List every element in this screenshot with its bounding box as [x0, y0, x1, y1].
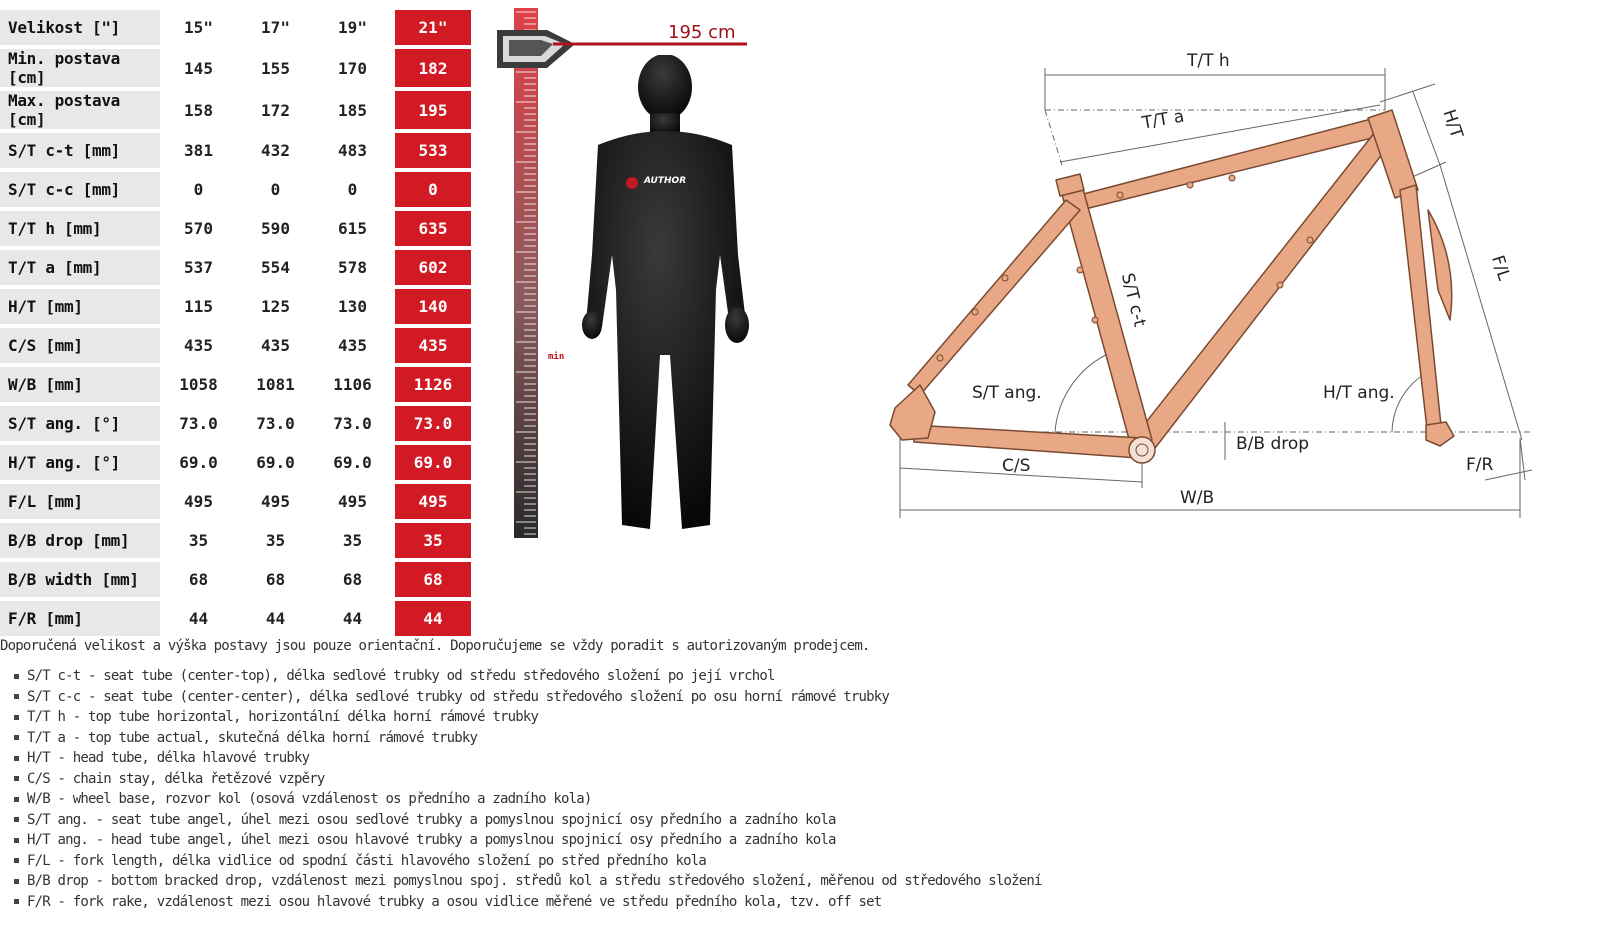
table-row [0, 49, 471, 87]
size-value-cell: 44 [342, 609, 363, 628]
size-value-cell: 0 [193, 180, 204, 199]
size-value-cell: 554 [261, 258, 290, 277]
highlighted-size-cell: 495 [395, 484, 471, 519]
legend-item [14, 873, 1042, 894]
max-height-label: 195 cm [668, 22, 736, 43]
legend-text: S/T c-c - seat tube (center-center), délka sedlové trubky od středu středového složení po osu horní rámové trubky [27, 688, 890, 705]
table-row [0, 562, 471, 597]
table-row [0, 10, 471, 45]
size-value-cell: 44 [188, 609, 209, 628]
size-value-cell: 68 [188, 570, 209, 589]
table-row [0, 601, 471, 636]
label-fork-rake: F/R [1466, 455, 1494, 475]
row-label: B/B width [mm] [0, 562, 160, 597]
highlighted-size-cell: 69.0 [395, 445, 471, 480]
highlighted-size-cell: 68 [395, 562, 471, 597]
bullet-icon [14, 674, 19, 679]
table-row [0, 406, 471, 441]
row-label: T/T h [mm] [0, 211, 160, 246]
highlighted-size-cell: 140 [395, 289, 471, 324]
bullet-icon [14, 756, 19, 761]
highlighted-size-cell: 635 [395, 211, 471, 246]
size-value-cell: 69.0 [333, 453, 372, 472]
size-value-cell: 172 [261, 100, 290, 120]
table-row [0, 367, 471, 402]
row-label: H/T ang. [°] [0, 445, 160, 480]
row-label: B/B drop [mm] [0, 523, 160, 558]
table-row [0, 133, 471, 168]
bullet-icon [14, 817, 19, 822]
label-tt-horizontal: T/T h [1187, 51, 1230, 71]
size-value-cell: 185 [338, 100, 367, 120]
geometry-table-body [0, 10, 471, 636]
abbreviation-legend [14, 668, 1042, 914]
size-value-cell: 1106 [333, 375, 372, 394]
size-value-cell: 15" [184, 18, 213, 37]
highlighted-size-cell: 533 [395, 133, 471, 168]
label-head-tube-angle: H/T ang. [1323, 383, 1395, 403]
highlighted-size-cell: 0 [395, 172, 471, 207]
highlighted-size-cell: 35 [395, 523, 471, 558]
legend-item [14, 730, 1042, 751]
size-value-cell: 68 [265, 570, 286, 589]
size-value-cell: 73.0 [256, 414, 295, 433]
rider-silhouette [570, 55, 760, 535]
table-row [0, 250, 471, 285]
size-value-cell: 155 [261, 58, 290, 78]
size-value-cell: 495 [338, 492, 367, 511]
table-row [0, 328, 471, 363]
highlighted-size-cell: 21" [395, 10, 471, 45]
size-value-cell: 35 [342, 531, 363, 550]
table-row [0, 484, 471, 519]
highlighted-size-cell: 195 [395, 91, 471, 129]
size-value-cell: 130 [338, 297, 367, 316]
table-row [0, 211, 471, 246]
bullet-icon [14, 735, 19, 740]
legend-text: H/T ang. - head tube angel, úhel mezi osou hlavové trubky a pomyslnou spojnicí osy předního a zadního kola [27, 832, 836, 848]
row-label: C/S [mm] [0, 328, 160, 363]
highlighted-size-cell: 182 [395, 49, 471, 87]
legend-text: T/T a - top tube actual, skutečná délka horní rámové trubky [27, 729, 478, 746]
legend-text: C/S - chain stay, délka řetězové vzpěry [27, 770, 325, 787]
size-value-cell: 435 [184, 336, 213, 355]
size-value-cell: 170 [338, 58, 367, 78]
bullet-icon [14, 797, 19, 802]
size-value-cell: 115 [184, 297, 213, 316]
row-label: F/L [mm] [0, 484, 160, 519]
legend-item [14, 812, 1042, 833]
size-value-cell: 0 [347, 180, 358, 199]
highlighted-size-cell: 1126 [395, 367, 471, 402]
label-fork-length: F/L [1487, 253, 1514, 283]
size-value-cell: 435 [261, 336, 290, 355]
size-value-cell: 69.0 [179, 453, 218, 472]
row-label: Max. postava [cm] [0, 91, 160, 129]
highlighted-size-cell: 602 [395, 250, 471, 285]
row-label: H/T [mm] [0, 289, 160, 324]
brand-logo-text: AUTHOR [644, 176, 687, 186]
row-label: W/B [mm] [0, 367, 160, 402]
size-value-cell: 495 [184, 492, 213, 511]
highlighted-size-cell: 73.0 [395, 406, 471, 441]
size-value-cell: 537 [184, 258, 213, 277]
size-value-cell: 615 [338, 219, 367, 238]
size-disclaimer: Doporučená velikost a výška postavy jsou pouze orientační. Doporučujeme se vždy poradit s autorizovaným prodejcem. [0, 638, 870, 654]
bullet-icon [14, 899, 19, 904]
size-value-cell: 125 [261, 297, 290, 316]
min-height-label: min [548, 352, 565, 362]
size-value-cell: 158 [184, 100, 213, 120]
legend-text: B/B drop - bottom bracked drop, vzdálenost mezi pomyslnou spoj. středů kol a středu středového složení, měřenou od středového složení [27, 873, 1042, 889]
legend-item [14, 832, 1042, 853]
size-value-cell: 578 [338, 258, 367, 277]
legend-text: S/T c-t - seat tube (center-top), délka sedlové trubky od středu středového složení po její vrchol [27, 668, 775, 684]
legend-item [14, 894, 1042, 915]
label-tt-actual: T/T a [1140, 106, 1186, 134]
label-seat-tube-ct: S/T c-t [1116, 271, 1150, 329]
row-label: F/R [mm] [0, 601, 160, 636]
label-seat-tube-angle: S/T ang. [972, 383, 1042, 403]
legend-item [14, 771, 1042, 792]
size-value-cell: 44 [265, 609, 286, 628]
bullet-icon [14, 715, 19, 720]
size-value-cell: 35 [188, 531, 209, 550]
size-value-cell: 432 [261, 141, 290, 160]
legend-text: T/T h - top tube horizontal, horizontální délka horní rámové trubky [27, 709, 539, 725]
legend-item [14, 853, 1042, 874]
size-value-cell: 0 [270, 180, 281, 199]
row-label: Velikost ["] [0, 10, 160, 45]
size-value-cell: 435 [338, 336, 367, 355]
size-value-cell: 1058 [179, 375, 218, 394]
label-head-tube: H/T [1438, 107, 1467, 141]
size-value-cell: 35 [265, 531, 286, 550]
legend-item [14, 709, 1042, 730]
size-value-cell: 73.0 [333, 414, 372, 433]
size-value-cell: 381 [184, 141, 213, 160]
legend-item [14, 791, 1042, 812]
size-value-cell: 570 [184, 219, 213, 238]
size-value-cell: 1081 [256, 375, 295, 394]
bullet-icon [14, 858, 19, 863]
label-chain-stay: C/S [1002, 456, 1031, 476]
legend-item [14, 668, 1042, 689]
highlighted-size-cell: 44 [395, 601, 471, 636]
size-value-cell: 73.0 [179, 414, 218, 433]
bullet-icon [14, 838, 19, 843]
row-label: S/T c-c [mm] [0, 172, 160, 207]
legend-text: H/T - head tube, délka hlavové trubky [27, 750, 310, 766]
size-value-cell: 19" [338, 18, 367, 37]
row-label: S/T ang. [°] [0, 406, 160, 441]
table-row [0, 91, 471, 129]
legend-item [14, 750, 1042, 771]
legend-text: F/L - fork length, délka vidlice od spodní části hlavového složení po střed předního kola [27, 852, 706, 869]
row-label: S/T c-t [mm] [0, 133, 160, 168]
table-row [0, 289, 471, 324]
highlighted-size-cell: 435 [395, 328, 471, 363]
geometry-table [0, 6, 471, 640]
label-bb-drop: B/B drop [1236, 434, 1310, 454]
label-wheel-base: W/B [1180, 488, 1215, 508]
legend-text: W/B - wheel base, rozvor kol (osová vzdálenost os předního a zadního kola) [27, 791, 592, 807]
size-value-cell: 17" [261, 18, 290, 37]
table-row [0, 523, 471, 558]
bullet-icon [14, 879, 19, 884]
bullet-icon [14, 694, 19, 699]
legend-text: S/T ang. - seat tube angel, úhel mezi osou sedlové trubky a pomyslnou spojnicí osy předního a zadního kola [27, 811, 836, 828]
table-row [0, 445, 471, 480]
size-value-cell: 495 [261, 492, 290, 511]
legend-item [14, 689, 1042, 710]
legend-text: F/R - fork rake, vzdálenost mezi osou hlavové trubky a osou vidlice měřené ve středu předního kola, tzv. off set [27, 893, 882, 910]
row-label: T/T a [mm] [0, 250, 160, 285]
height-ruler [510, 8, 542, 538]
size-value-cell: 145 [184, 58, 213, 78]
size-value-cell: 590 [261, 219, 290, 238]
table-row [0, 172, 471, 207]
row-label: Min. postava [cm] [0, 49, 160, 87]
size-value-cell: 69.0 [256, 453, 295, 472]
size-value-cell: 68 [342, 570, 363, 589]
size-value-cell: 483 [338, 141, 367, 160]
bullet-icon [14, 776, 19, 781]
